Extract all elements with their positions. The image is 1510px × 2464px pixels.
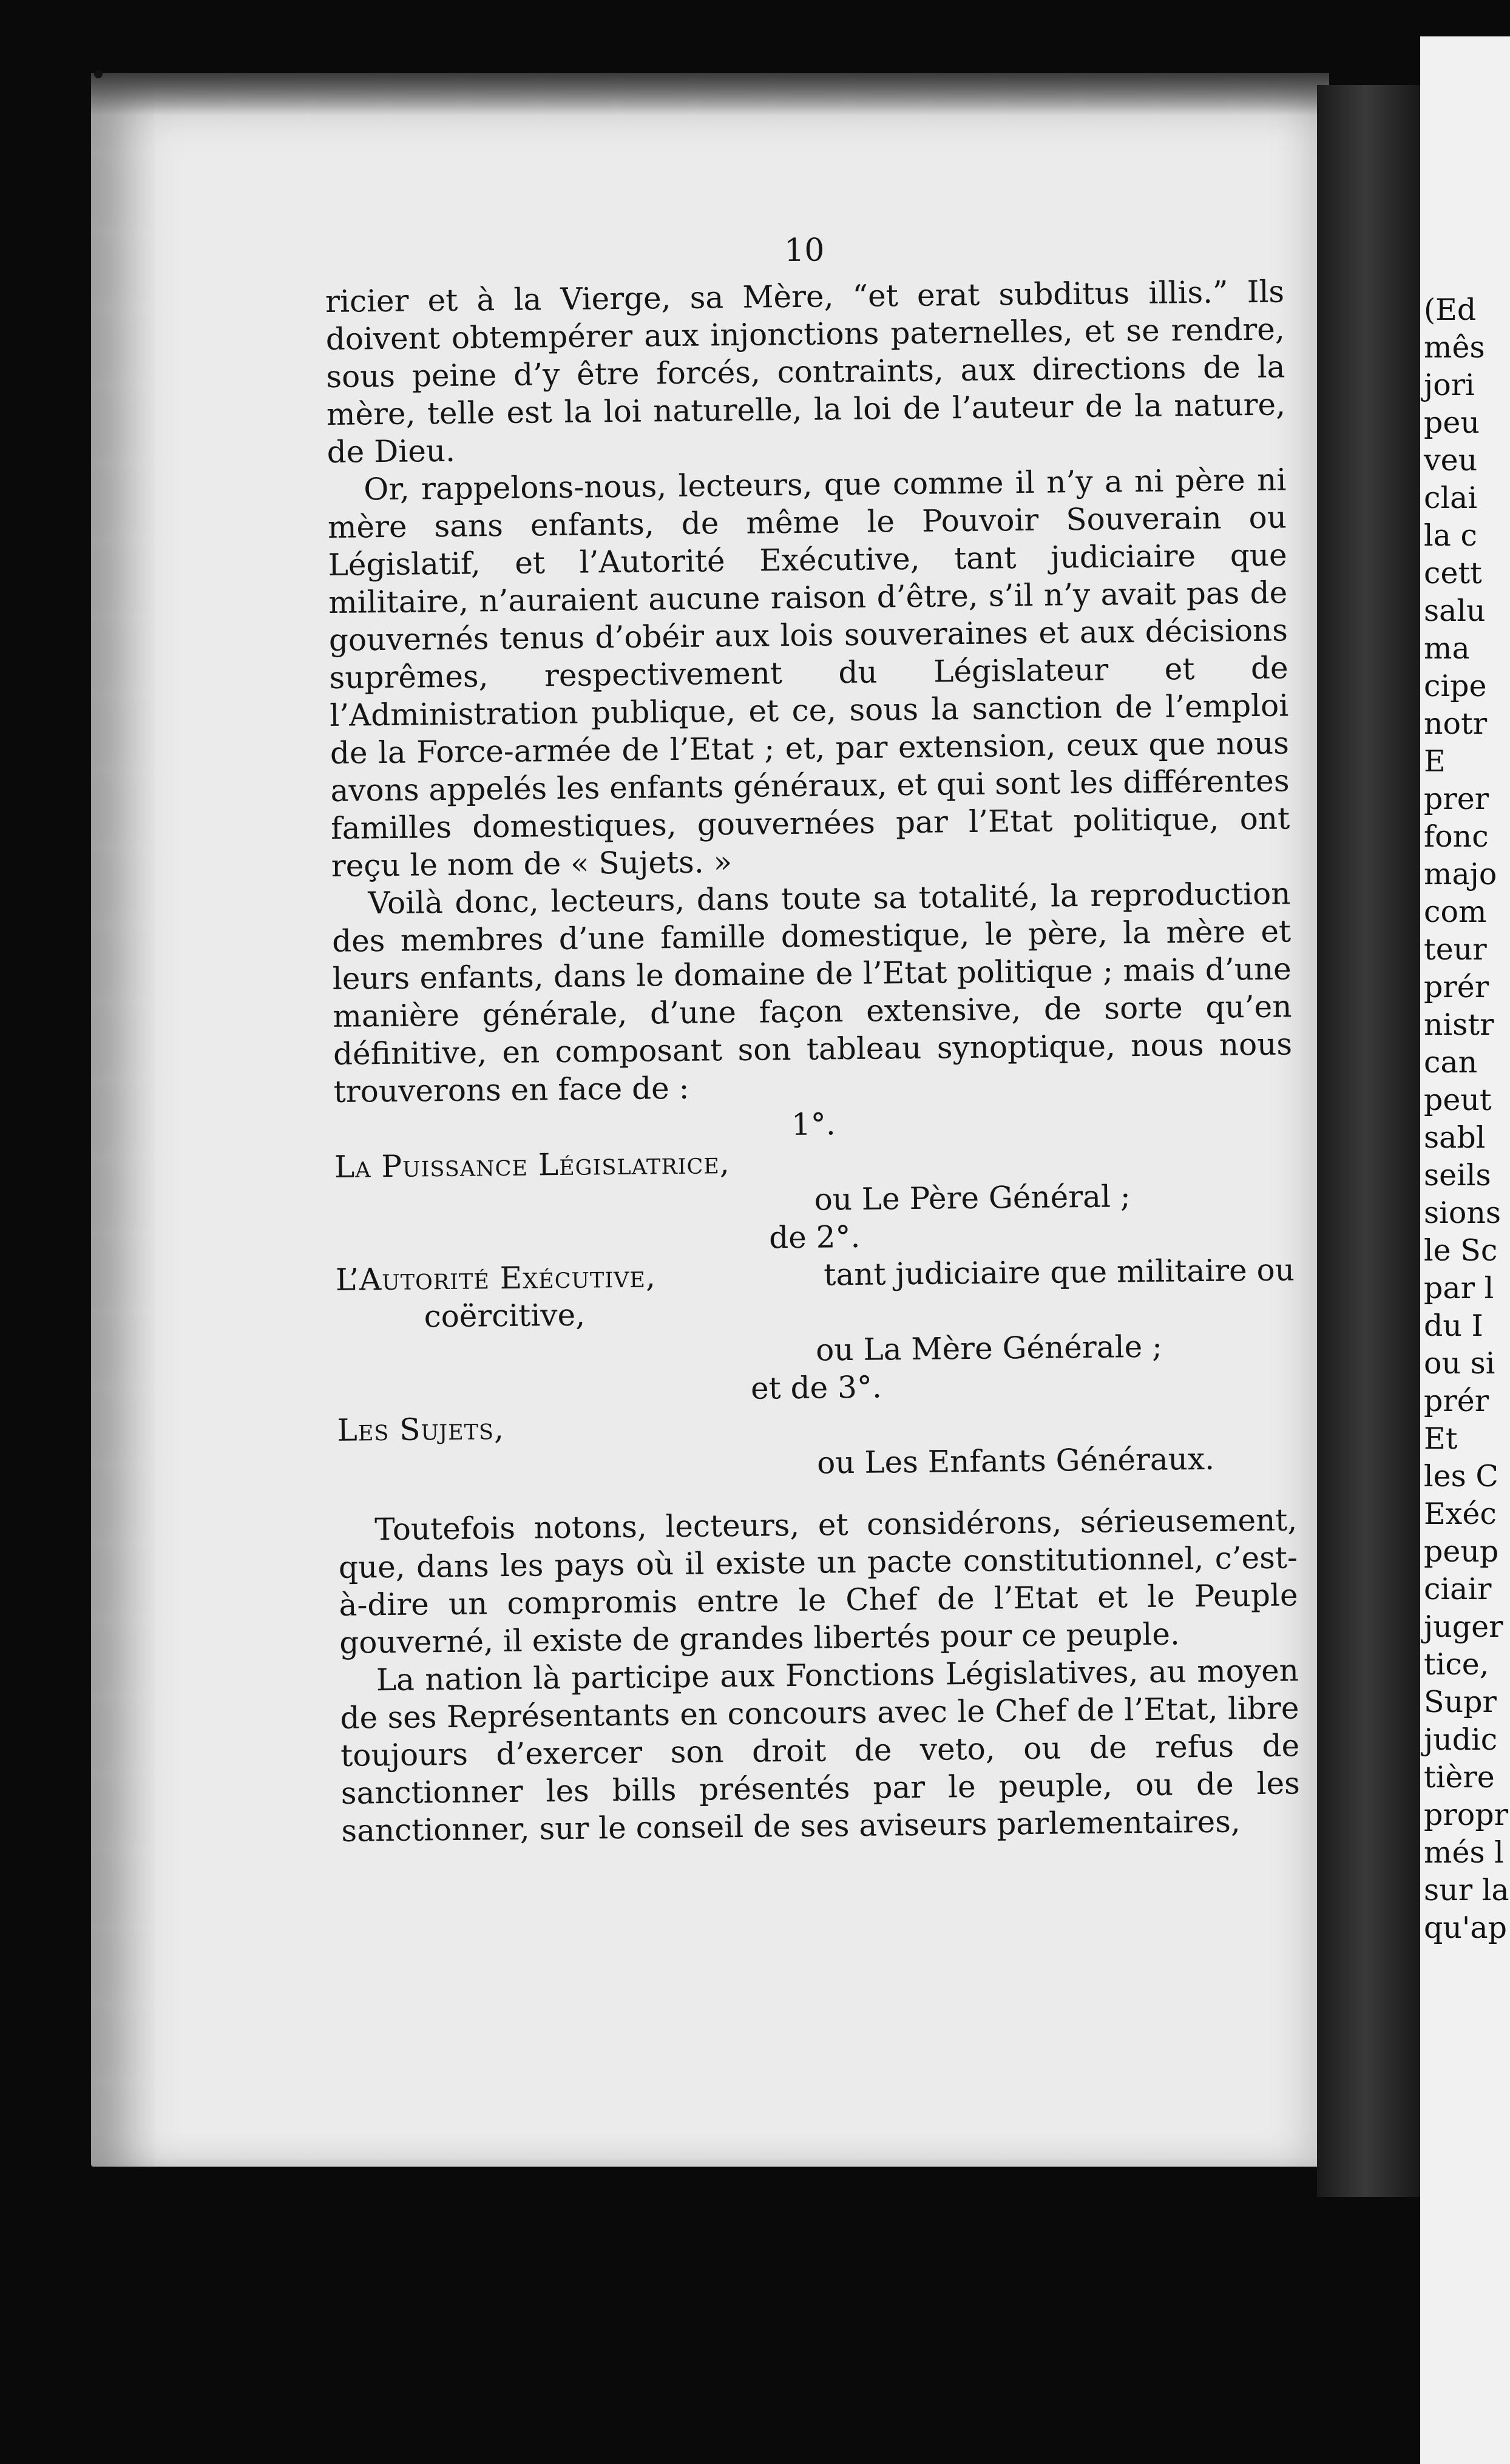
facing-page-line: sions <box>1424 1196 1502 1230</box>
facing-page-line: (Ed <box>1424 293 1477 327</box>
synoptic-number-3: et de 3°. <box>750 1369 882 1406</box>
facing-page-line: juger <box>1424 1609 1503 1644</box>
facing-page-line: du I <box>1424 1308 1483 1343</box>
facing-page-line: ou si <box>1424 1346 1495 1381</box>
page-content <box>325 226 1301 1849</box>
facing-page-line: nistr <box>1424 1007 1494 1042</box>
paragraph-2: Or, rappelons-nous, lecteurs, que comme il n’y a ni père ni mère sans enfants, de même le Pouvoir Souverain ou Législatif, et l’Autorité Exécutive, tant judiciaire que militaire, n’auraient aucune raison d’être, s’il n’y avait pas de gouvernés tenus d’obéir aux lois souveraines et aux décisions suprêmes, respectivement du Législateur et de l’Administration publique, et ce, sous la sanction de l’emploi de la Force-armée de l’Etat ; et, par extension, ceux que nous avons appelés les enfants généraux, et qui sont les différentes familles domestiques, gouvernées par l’Etat politique, ont reçu le nom de « Sujets. » <box>327 462 1290 884</box>
facing-page-line: mês <box>1424 330 1485 365</box>
facing-page-line: les C <box>1424 1459 1498 1494</box>
facing-page-line: peu <box>1424 405 1480 440</box>
facing-page-line: Et <box>1424 1421 1458 1456</box>
facing-page-line: seils <box>1424 1158 1491 1193</box>
facing-page-line: sabl <box>1424 1120 1486 1155</box>
synoptic-item-1-label: La Puissance Législatrice, <box>334 1145 730 1185</box>
synoptic-item-1-alt: ou Le Père Général ; <box>814 1179 1131 1217</box>
facing-page-line: can <box>1424 1045 1478 1080</box>
facing-page-line: clai <box>1424 481 1477 515</box>
synoptic-item-3-label: Les Sujets, <box>337 1411 505 1448</box>
synoptic-item-2-rest: tant judiciaire que militaire ou <box>824 1252 1295 1293</box>
facing-page-line: teur <box>1424 932 1487 967</box>
facing-page-line: sur la <box>1424 1873 1509 1907</box>
facing-page-line: cett <box>1424 556 1482 591</box>
facing-page-line: fonc <box>1424 819 1489 854</box>
facing-page-line: cipe <box>1424 669 1487 703</box>
facing-page-line: peup <box>1424 1534 1499 1569</box>
facing-page <box>1420 36 1510 2464</box>
facing-page-line: qu'ap <box>1424 1911 1507 1945</box>
facing-page-line: veu <box>1424 443 1478 478</box>
facing-page-line: notr <box>1424 706 1488 741</box>
facing-page-line: Exéc <box>1424 1497 1497 1531</box>
facing-page-line: le Sc <box>1424 1233 1498 1268</box>
facing-page-line: jori <box>1424 368 1475 402</box>
synoptic-item-2-cont: coërcitive, <box>424 1297 586 1335</box>
synoptic-item-3-alt: ou Les Enfants Généraux. <box>816 1441 1215 1481</box>
synoptic-item-2-label: L’Autorité Exécutive, <box>335 1259 657 1298</box>
facing-page-line: Supr <box>1424 1685 1497 1719</box>
facing-page-line: peut <box>1424 1083 1492 1117</box>
facing-page-line: prér <box>1424 1384 1489 1418</box>
paragraph-3: Voilà donc, lecteurs, dans toute sa totalité, la reproduction des membres d’une famille domestique, le père, la mère et leurs enfants, dans le domaine de l’Etat politique ; mais d’une manière générale, d’une façon extensive, de sorte qu’en définitive, en composant son tableau synoptique, nous nous trouverons en face de : <box>331 876 1293 1109</box>
paragraph-4: Toutefois notons, lecteurs, et considérons, sérieusement, que, dans les pays où il existe un pacte constitutionnel, c’est-à-dire un compromis entre le Chef de l’Etat et le Peuple gouverné, il existe de grandes libertés pour ce peuple. <box>338 1502 1298 1660</box>
paragraph-5: La nation là participe aux Fonctions Législatives, au moyen de ses Représentants en concours avec le Chef de l’Etat, libre toujours d’exercer son droit de veto, ou de refus de sanctionner les bills présentés par le peuple, ou de les sanctionner, sur le conseil de ses aviseurs parlementaires, <box>340 1653 1301 1849</box>
facing-page-line: E <box>1424 744 1446 779</box>
facing-page-line: prer <box>1424 782 1489 816</box>
facing-page-line: majo <box>1424 857 1497 892</box>
paragraph-1: ricier et à la Vierge, sa Mère, “et erat subditus illis.” Ils doivent obtempérer aux injonctions paternelles, et se rendre, sous peine d’y être forcés, contraints, aux directions de la mère, telle est la loi naturelle, la loi de l’auteur de la nature, de Dieu. <box>325 274 1286 470</box>
facing-page-line: ciair <box>1424 1572 1492 1606</box>
facing-page-line: tice, <box>1424 1647 1489 1682</box>
facing-page-line: par l <box>1424 1271 1494 1305</box>
synoptic-item-2-alt: ou La Mère Générale ; <box>815 1328 1163 1368</box>
facing-page-line: salu <box>1424 594 1486 628</box>
facing-page-line: ma <box>1424 631 1470 666</box>
facing-page-line: prér <box>1424 970 1489 1004</box>
facing-page-line: com <box>1424 895 1487 929</box>
synoptic-number-2: de 2°. <box>768 1219 861 1256</box>
ink-dot <box>94 70 103 78</box>
facing-page-line: propr <box>1424 1798 1509 1832</box>
facing-page-line: la c <box>1424 518 1477 553</box>
synoptic-number-1: 1°. <box>791 1106 836 1143</box>
facing-page-line: judic <box>1424 1722 1498 1757</box>
facing-page-line: més l <box>1424 1835 1504 1870</box>
facing-page-line: tière <box>1424 1760 1495 1795</box>
page-number: 10 <box>784 232 825 269</box>
